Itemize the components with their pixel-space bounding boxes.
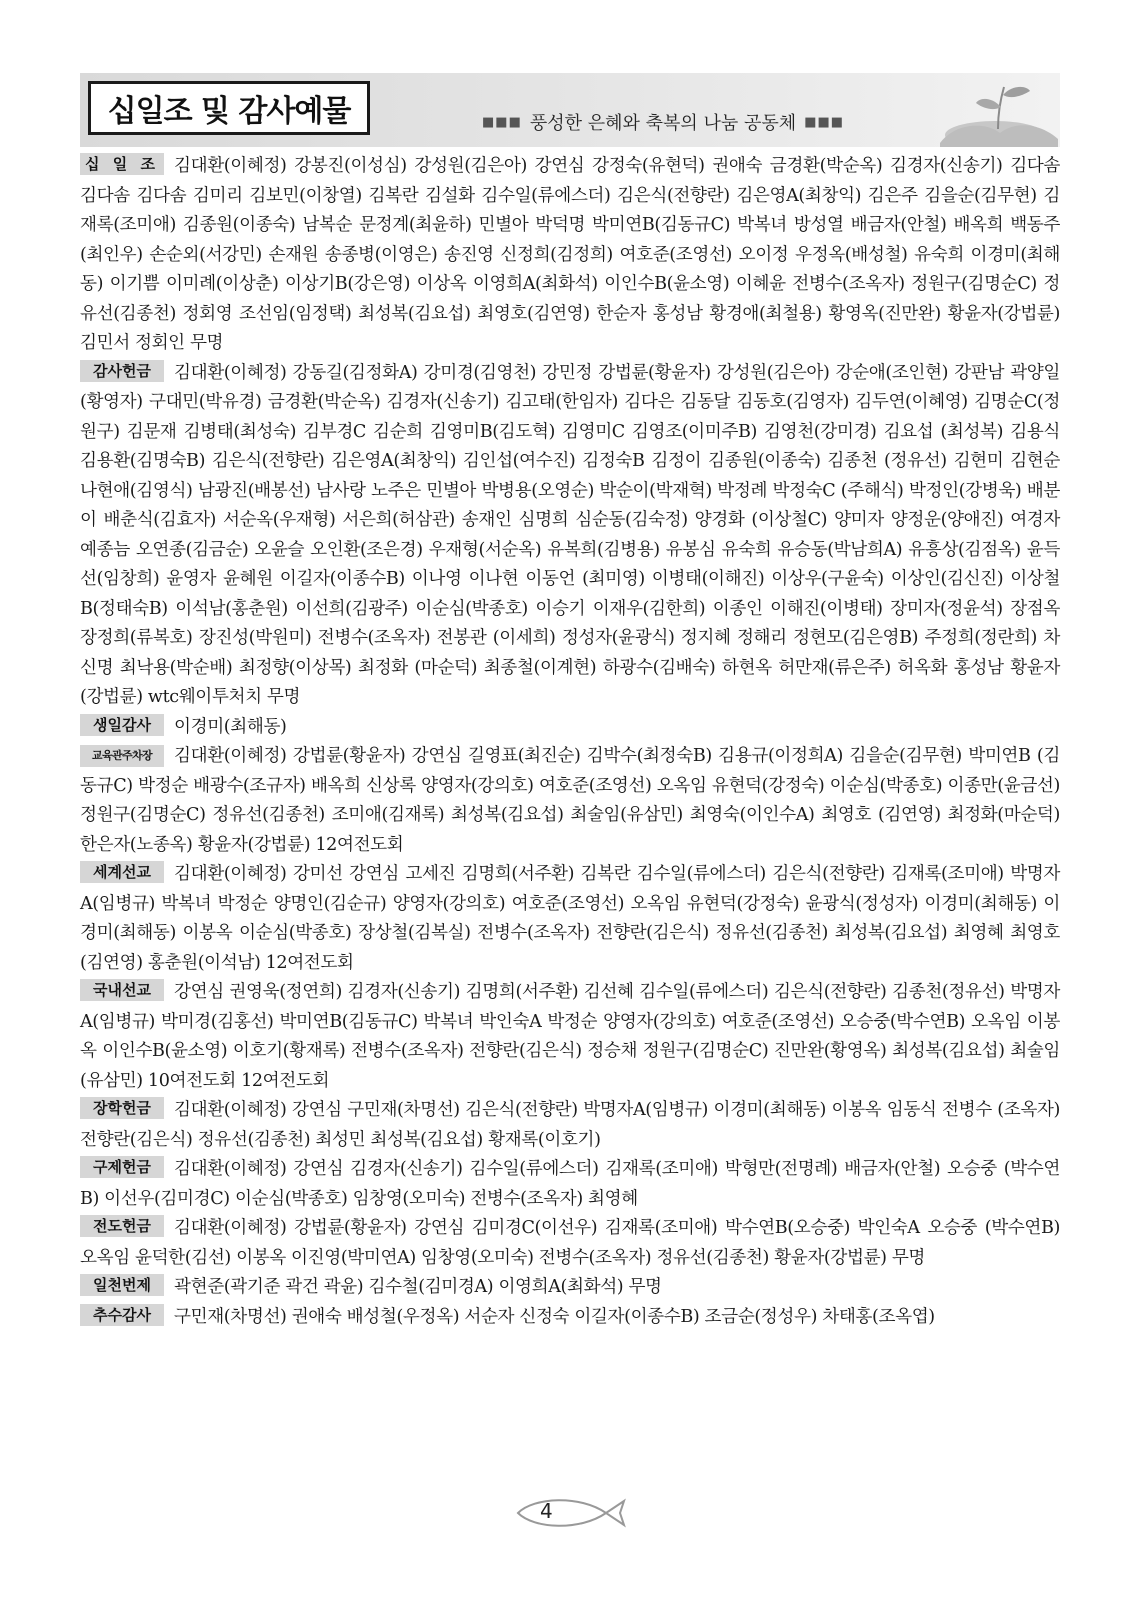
section-label: 전도헌금 <box>80 1215 164 1237</box>
section-label: 생일감사 <box>80 714 164 736</box>
section-evangelism <box>80 1214 1060 1273</box>
section-names: 김대환(이혜정) 강연심 구민재(차명선) 김은식(전향란) 박명자A(임병규) 이경미(최해동) 이봉옥 임동식 전병수 (조옥자) 전향란(김은식) 정유선(김종천) 최성민 최성복(김요섭) 황재록(이호기) <box>80 1100 1060 1150</box>
section-thanksgiving <box>80 359 1060 713</box>
section-names: 구민재(차명선) 권애숙 배성철(우정옥) 서순자 신정숙 이길자(이종수B) 조금순(정성우) 차태홍(조옥엽) <box>174 1306 935 1327</box>
section-label: 장학헌금 <box>80 1097 164 1119</box>
section-harvest <box>80 1303 1060 1333</box>
section-label: 일천번제 <box>80 1274 164 1296</box>
section-names: 김대환(이혜정) 강법륜(황윤자) 강연심 길영표(최진순) 김박수(최정숙B) 김용규(이정희A) 김을순(김무현) 박미연B (김동규C) 박정순 배광수(조규자) 배옥희 신상록 양영자(강의호) 여호준(조영선) 오옥임 유현덕(강정숙) 이순심(박종호) 이종만(윤금선) 정원구(김명순C) 정유선(김종천) 조미애(김재록) 최성복(김요섭) 최술임(유삼민) 최영숙(이인수A) 최영호 (김연영) 최정화(마순덕) 한은자(노종옥) 황윤자(강법륜) 12여전도회 <box>80 746 1060 855</box>
section-names: 김대환(이혜정) 강법륜(황윤자) 강연심 김미경C(이선우) 김재록(조미애) 박수연B(오승중) 박인숙A 오승중 (박수연B) 오옥임 윤덕한(김선) 이봉옥 이진영(박미연A) 임창영(오미숙) 전병수(조옥자) 정유선(김종천) 황윤자(강법륜) 무명 <box>80 1218 1060 1268</box>
offering-list <box>80 152 1060 1332</box>
section-scholarship <box>80 1096 1060 1155</box>
page-number: 4 <box>540 1499 553 1523</box>
page-header <box>80 73 1060 147</box>
title-box <box>88 81 370 135</box>
section-label: 추수감사 <box>80 1304 164 1326</box>
page-title: 십일조 및 감사예물 <box>107 94 351 129</box>
decor-squares-left: ■■■ <box>482 114 522 130</box>
section-names: 이경미(최해동) <box>174 716 287 737</box>
hands-sprout-icon <box>900 73 1060 147</box>
section-names: 강연심 권영욱(정연희) 김경자(신송기) 김명희(서주환) 김선혜 김수일(류에스더) 김은식(전향란) 김종천(정유선) 박명자A(임병규) 박미경(김홍선) 박미연B(김동규C) 박복녀 박인숙A 박정순 양영자(강의호) 여호준(조영선) 오승중(박수연B) 오옥임 이봉옥 이인수B(윤소영) 이호기(황재록) 전병수(조옥자) 전향란(김은식) 정승채 정원구(김명순C) 진만완(황영옥) 최성복(김요섭) 최술임(유삼민) 10여전도회 12여전도회 <box>80 982 1060 1091</box>
section-names: 김대환(이혜정) 강동길(김정화A) 강미경(김영천) 강민정 강법륜(황윤자) 강성원(김은아) 강순애(조인현) 강판남 곽양일(황영자) 구대민(박유경) 금경환(박순옥) 김경자(신송기) 김고태(한임자) 김다은 김동달 김동호(김영자) 김두연(이혜영) 김명순C(정원구) 김문재 김병태(최성숙) 김부경C 김순희 김영미B(김도혁) 김영미C 김영조(이미주B) 김영천(강미경) 김요섭 (최성복) 김용식 김용환(김명숙B) 김은식(전향란) 김은영A(최창익) 김인섭(여수진) 김정숙B 김정이 김종원(이종숙) 김종천 (정유선) 김현미 김현순 나현애(김영식) 남광진(배봉선) 남사랑 노주은 민별아 박병용(오영순) 박순이(박재혁) 박정례 박정숙C (주해식) 박정인(강병욱) 배분이 배춘식(김효자) 서순옥(우재형) 서은희(허삼관) 송재인 심명희 심순동(김숙정) 양경화 (이상철C) 양미자 양정운(양애진) 여경자 예종늠 오연종(김금순) 오윤슬 오인환(조은경) 우재형(서순옥) 유복희(김병용) 유봉심 유숙희 유승동(박남희A) 유흥상(김점옥) 윤득선(임창희) 윤영자 윤혜원 이길자(이종수B) 이나영 이나현 이동언 (최미영) 이병태(이해진) 이상우(구윤숙) 이상인(김신진) 이상철B(정태숙B) 이석남(홍춘원) 이선희(김광주) 이순심(박종호) 이승기 이재우(김한희) 이종인 이해진(이병태) 장미자(정윤석) 장점옥 장정희(류복호) 장진성(박원미) 전병수(조옥자) 전봉관 (이세희) 정성자(윤광식) 정지혜 정해리 정현모(김은영B) 주정희(정란희) 차신명 최낙용(박순배) 최정향(이상목) 최정화 (마순덕) 최종철(이계현) 하광수(김배숙) 하현옥 허만재(류은주) 허옥화 홍성남 황윤자(강법륜) wtc웨이투처치 무명 <box>80 362 1060 707</box>
subtitle <box>482 109 844 135</box>
section-relief <box>80 1155 1060 1214</box>
section-label: 감사헌금 <box>80 360 164 382</box>
section-label: 교육관주차장 <box>80 745 164 767</box>
decor-squares-right: ■■■ <box>804 114 845 130</box>
section-names: 김대환(이혜정) 강미선 강연심 고세진 김명희(서주환) 김복란 김수일(류에스더) 김은식(전향란) 김재록(조미애) 박명자A(임병규) 박복녀 박정순 양명인(김순규) 양영자(강의호) 여호준(조영선) 오옥임 유현덕(강정숙) 윤광식(정성자) 이경미(최해동) 이경미(최해동) 이봉옥 이순심(박종호) 장상철(김복실) 전병수(조옥자) 전향란(김은식) 정유선(김종천) 최성복(김요섭) 최영혜 최영호(김연영) 홍춘원(이석남) 12여전도회 <box>80 864 1060 973</box>
section-names: 곽현준(곽기준 곽건 곽윤) 김수철(김미경A) 이영희A(최화석) 무명 <box>174 1277 662 1297</box>
section-education-parking <box>80 742 1060 860</box>
subtitle-text: 풍성한 은혜와 축복의 나눔 공동체 <box>529 113 797 134</box>
fish-icon <box>510 1493 630 1533</box>
section-domestic-mission <box>80 978 1060 1096</box>
section-thousand-offering <box>80 1273 1060 1303</box>
section-label: 구제헌금 <box>80 1156 164 1178</box>
section-names: 김대환(이혜정) 강연심 김경자(신송기) 김수일(류에스더) 김재록(조미애) 박형만(전명례) 배금자(안철) 오승중 (박수연B) 이선우(김미경C) 이순심(박종호) 임창영(오미숙) 전병수(조옥자) 최영혜 <box>80 1159 1060 1209</box>
section-tithe <box>80 152 1060 359</box>
section-names: 김대환(이혜정) 강봉진(이성심) 강성원(김은아) 강연심 강정숙(유현덕) 권애숙 금경환(박순옥) 김경자(신송기) 김다솜 김다솜 김다솜 김미리 김보민(이창열) 김복란 김설화 김수일(류에스더) 김은식(전향란) 김은영A(최창익) 김은주 김을순(김무현) 김재록(조미애) 김종원(이종숙) 남복순 문정계(최윤하) 민별아 박덕명 박미연B(김동규C) 박복녀 방성열 배금자(안철) 배옥희 백동주(최인우) 손순외(서강민) 손재원 송종병(이영은) 송진영 신정희(김정희) 여호준(조영선) 오이정 우정옥(배성철) 유숙희 이경미(최해동) 이기쁨 이미례(이상춘) 이상기B(강은영) 이상옥 이영희A(최화석) 이인수B(윤소영) 이혜윤 전병수(조옥자) 정원구(김명순C) 정유선(김종천) 정회영 조선임(임정택) 최성복(김요섭) 최영호(김연영) 한순자 홍성남 황경애(최철용) 황영옥(진만완) 황윤자(강법륜) 김민서 정회인 무명 <box>80 156 1060 353</box>
page-number-area <box>510 1493 630 1533</box>
section-label: 국내선교 <box>80 979 164 1001</box>
section-world-mission <box>80 860 1060 978</box>
section-label: 십 일 조 <box>80 153 164 175</box>
section-birthday <box>80 713 1060 743</box>
section-label: 세계선교 <box>80 861 164 883</box>
